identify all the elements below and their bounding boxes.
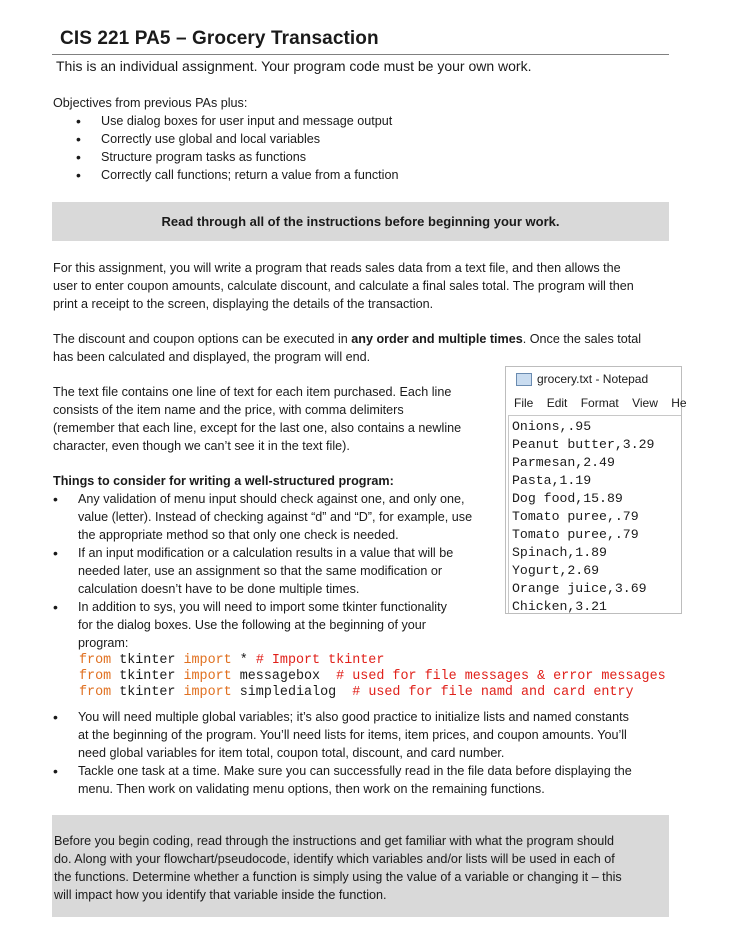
file-line: Parmesan,2.49 <box>512 455 615 470</box>
code-keyword: from <box>79 685 112 700</box>
code-name: messagebox <box>231 669 337 684</box>
paragraph-line: Before you begin coding, read through the instructions and get familiar with what the program should <box>54 834 615 848</box>
banner-text: Read through all of the instructions before beginning your work. <box>161 214 560 229</box>
file-line: Tomato puree,.79 <box>512 509 639 524</box>
objectives-heading: Objectives from previous PAs plus: <box>53 96 248 110</box>
discount-paragraph <box>53 330 693 366</box>
list-item <box>78 598 518 652</box>
bullet-line: calculation doesn’t have to be done multiple times. <box>78 582 360 596</box>
bullet-line: for the dialog boxes. Use the following at the beginning of your <box>78 618 426 632</box>
code-line <box>79 685 666 701</box>
paragraph-line: For this assignment, you will write a program that reads sales data from a text file, and then allows the <box>53 261 621 275</box>
file-line: Peanut butter,3.29 <box>512 437 655 452</box>
code-name: simpledialog <box>231 685 353 700</box>
file-line: Tomato puree,.79 <box>512 527 639 542</box>
code-module: tkinter <box>111 669 184 684</box>
file-line: Dog food,15.89 <box>512 491 623 506</box>
bullet-line: • You will need multiple global variables; it’s also good practice to initialize lists and named constants <box>78 710 629 724</box>
bullet-line: need global variables for item total, coupon total, discount, and card number. <box>78 746 505 760</box>
notepad-titlebar <box>506 367 681 391</box>
list-item <box>78 490 518 544</box>
list-item: • Correctly call functions; return a value from a function <box>101 166 398 184</box>
paragraph-line: The text file contains one line of text for each item purchased. Each line <box>53 385 452 399</box>
code-comment: # Import tkinter <box>255 653 385 668</box>
code-keyword: import <box>183 653 232 668</box>
footer-text <box>54 832 666 904</box>
title-rule <box>52 54 669 55</box>
footer-note-box <box>52 815 669 917</box>
bullet-line: • Any validation of menu input should check against one, and only one, <box>78 492 465 506</box>
code-keyword: import <box>183 669 232 684</box>
code-line <box>79 669 666 685</box>
paragraph-line: character, even though we can’t see it in the text file). <box>53 439 350 453</box>
bullet-line: • In addition to sys, you will need to import some tkinter functionality <box>78 600 447 614</box>
paragraph-line <box>53 330 693 348</box>
list-item: • Use dialog boxes for user input and message output <box>101 112 398 130</box>
bold-text: any order and multiple times <box>351 332 523 346</box>
menu-item-format: Format <box>580 396 619 410</box>
bullet-line: • Tackle one task at a time. Make sure you can successfully read in the file data before displaying the <box>78 764 632 778</box>
notepad-menubar <box>506 396 687 410</box>
subtitle: This is an individual assignment. Your program code must be your own work. <box>56 58 532 74</box>
text-run: The discount and coupon options can be executed in <box>53 332 352 346</box>
intro-paragraph <box>53 259 693 313</box>
list-item <box>78 708 678 762</box>
paragraph-line: (remember that each line, except for the last one, also contains a newline <box>53 421 462 435</box>
paragraph-line: the functions. Determine whether a function is simply using the value of a variable or changing it – this <box>54 870 622 884</box>
notepad-content <box>508 415 681 613</box>
text-run: . Once the sales total <box>522 332 642 346</box>
instructions-banner <box>52 202 669 241</box>
file-line: Chicken,3.21 <box>512 599 607 614</box>
paragraph-line: consists of the item name and the price, with comma delimiters <box>53 403 404 417</box>
things-list-top <box>78 490 518 652</box>
bullet-line: • If an input modification or a calculation results in a value that will be <box>78 546 454 560</box>
file-line: Spinach,1.89 <box>512 545 607 560</box>
menu-item-edit: Edit <box>546 396 568 410</box>
list-item: • Structure program tasks as functions <box>101 148 398 166</box>
code-module: tkinter <box>111 653 184 668</box>
bullet-line: program: <box>78 636 129 650</box>
code-keyword: from <box>79 669 112 684</box>
notepad-icon <box>516 373 532 386</box>
bullet-line: value (letter). Instead of checking against “d” and “D”, for example, use <box>78 510 473 524</box>
code-comment: # used for file messages & error messages <box>336 669 666 684</box>
import-code-block <box>79 653 666 701</box>
list-item <box>78 762 678 798</box>
things-heading: Things to consider for writing a well-structured program: <box>53 474 394 488</box>
file-line: Pasta,1.19 <box>512 473 592 488</box>
file-line: Orange juice,3.69 <box>512 581 647 596</box>
bullet-line: the appropriate method so that only one check is needed. <box>78 528 399 542</box>
paragraph-line: has been calculated and displayed, the program will end. <box>53 350 371 364</box>
things-list-bottom <box>78 708 678 798</box>
notepad-title: grocery.txt - Notepad <box>537 372 649 386</box>
list-item <box>78 544 518 598</box>
paragraph-line: print a receipt to the screen, displaying the details of the transaction. <box>53 297 434 311</box>
file-line: Onions,.95 <box>512 419 592 434</box>
notepad-window <box>505 366 687 614</box>
paragraph-line: user to enter coupon amounts, calculate discount, and calculate a final sales total. The program will then <box>53 279 634 293</box>
code-keyword: import <box>183 685 232 700</box>
bullet-line: needed later, use an assignment so that the same modification or <box>78 564 443 578</box>
menu-item-view: View <box>632 396 658 410</box>
code-line <box>79 653 666 669</box>
menu-item-help: He <box>671 396 687 410</box>
paragraph-line: do. Along with your flowchart/pseudocode, identify which variables and/or lists will be used in each of <box>54 852 615 866</box>
code-comment: # used for file namd and card entry <box>352 685 634 700</box>
paragraph-line: will impact how you identify that variable inside the function. <box>54 888 387 902</box>
code-name: * <box>231 653 256 668</box>
bullet-line: menu. Then work on validating menu options, then work on the remaining functions. <box>78 782 545 796</box>
page-title: CIS 221 PA5 – Grocery Transaction <box>60 28 379 49</box>
list-item: • Correctly use global and local variables <box>101 130 398 148</box>
code-module: tkinter <box>111 685 184 700</box>
code-keyword: from <box>79 653 112 668</box>
menu-item-file: File <box>514 396 534 410</box>
bullet-line: at the beginning of the program. You’ll need lists for items, item prices, and coupon amounts. You’ll <box>78 728 627 742</box>
file-line: Yogurt,2.69 <box>512 563 600 578</box>
textfile-paragraph <box>53 383 503 455</box>
objectives-list <box>101 112 398 184</box>
